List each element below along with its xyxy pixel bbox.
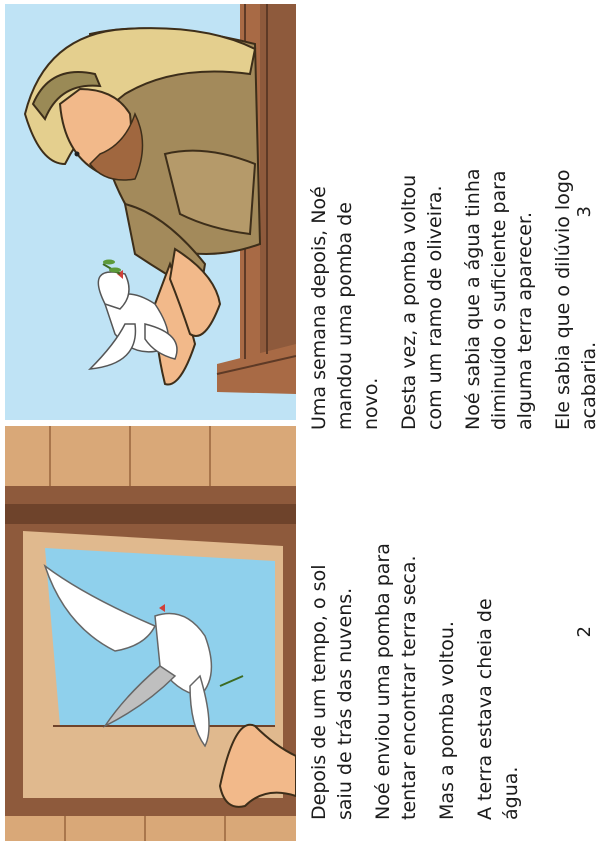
page-2-text <box>306 484 536 820</box>
page-3-paragraph-4: Ele sabia que o dilúvio logo acabaria. <box>552 169 600 430</box>
page-3-paragraph-1: Uma semana depois, Noé mandou uma pomba de novo. <box>308 186 382 430</box>
page-2-paragraph-1: Depois de um tempo, o sol saiu de trás das nuvens. <box>308 564 356 820</box>
page-3-text <box>306 60 600 430</box>
page-3-number: 3 <box>574 206 595 218</box>
page-3-paragraph-3: Noé sabia que a água tinha diminuído o suficiente para alguma terra aparecer. <box>462 168 536 430</box>
page-3-paragraph-2: Desta vez, a pomba voltou com um ramo de oliveira. <box>398 174 446 430</box>
page-2-paragraph-2: Noé enviou uma pomba para tentar encontrar terra seca. <box>372 543 420 820</box>
illustration-dove-at-window <box>5 426 296 841</box>
page-2-paragraph-3: Mas a pomba voltou. <box>436 621 458 820</box>
illustration-noah-with-dove <box>5 4 296 420</box>
page-2-paragraph-4: A terra estava cheia de água. <box>474 598 522 820</box>
page-2-number: 2 <box>574 626 595 638</box>
